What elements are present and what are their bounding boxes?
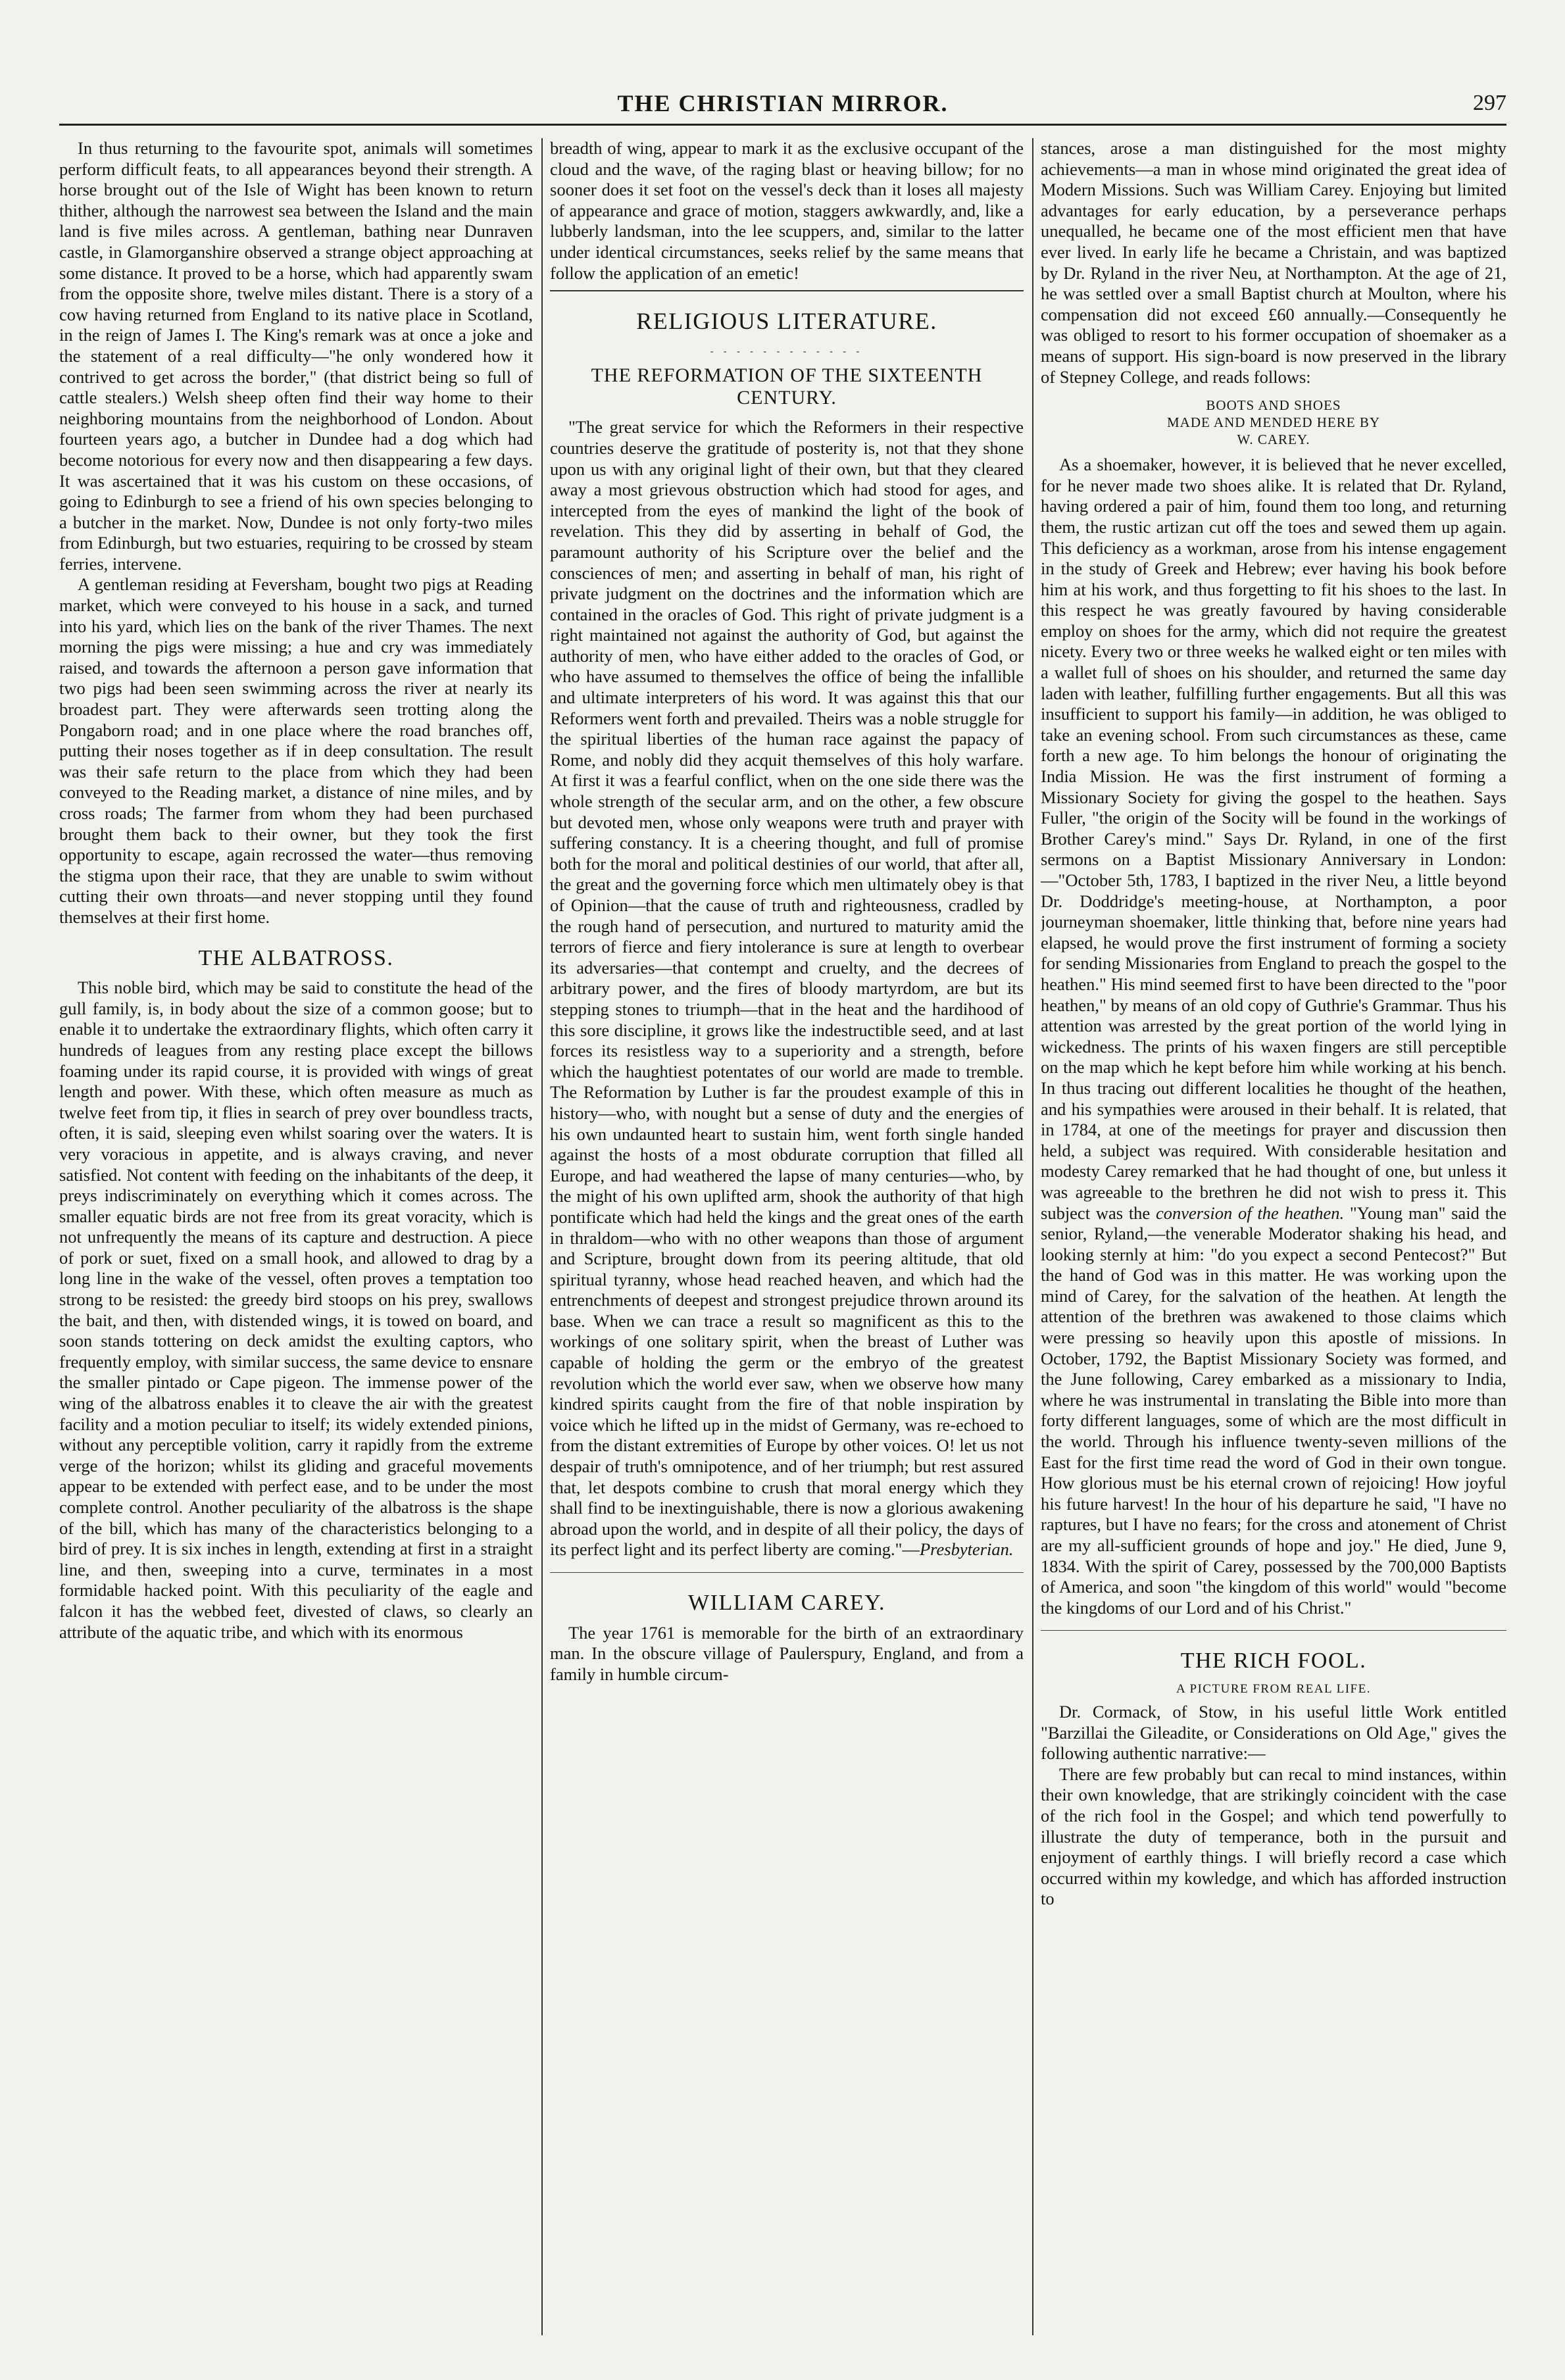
column-3	[1041, 138, 1506, 2348]
heading-ornament: - - - - - - - - - - - -	[710, 346, 864, 357]
article-rule	[1041, 1630, 1506, 1631]
masthead	[59, 86, 1506, 125]
source-credit: Presbyterian.	[919, 1539, 1014, 1560]
paragraph: stances, arose a man distinguished for the most mighty achievements—a man in whose mind originated the great idea of Modern Missions. Such was William Carey. Enjoying but limited advantages for early education, by a perseverance perhaps unequalled, he became one of the most efficient men that have ever lived. In early life he became a Christain, and was baptized by Dr. Ryland in the river Neu, at Northampton. At the age of 21, he was settled over a small Baptist church at Moulton, where his compensation did not exceed £60 annually.—Consequently he was obliged to resort to his former occupation of shoemaker as a means of support. His sign-board is now preserved in the library of Stepney College, and reads follows:	[1041, 138, 1506, 387]
paragraph-text: As a shoemaker, however, it is believed that he never excelled, for he never made two shoes alike. It is related that Dr. Ryland, having ordered a pair of him, found them too long, and returning them, the rustic artizan cut off the toes and sewed them up again. This deficiency as a workman, arose from his intense engagement in the study of Greek and Hebrew; ever having his book before him at his work, and thus forgetting to fit his shoes to the last. In this respect he was greatly favoured by having considerable employ on shoes for the army, which did not require the greatest nicety. Every two or three weeks he walked eight or ten miles with a wallet full of shoes on his shoulder, and returned the same day laden with leather, fulfilling further engagements. But all this was insufficient to support his family—in addition, he was obliged to take an evening school. From such circumstances as these, came forth a new age. To him belongs the honour of originating the India Mission. He was the first instrument of forming a Missionary Society for giving the gospel to the heathen. Says Fuller, "the origin of the Socity will be found in the workings of Brother Carey's mind." Says Dr. Ryland, in one of the first sermons on a Baptist Missionary Anniversary in London:—"October 5th, 1783, I baptized in the river Neu, a little beyond Dr. Doddridge's meeting-house, at Northampton, a poor journeyman shoemaker, little thinking that, before nine years had elapsed, he would prove the first instrument of forming a society for sending Missionaries from England to preach the gospel to the heathen." His mind seemed first to have been directed to the "poor heathen," by means of an old copy of Guthrie's Grammar. Thus his attention was arrested by the great portion of the world lying in wickedness. The prints of his waxen fingers are still perceptible on the map which he kept before him while working at his bench. In thus tracing out different localities he thought of the heathen, and his sympathies were aroused in their behalf. It is related, that in 1784, at one of the meetings for prayer and discussion then held, a subject was required. With considerable hesitation and modesty Carey remarked that he had thought of one, but unless it was agreeable to the brethren he did not wish to press it. This subject was the	[1041, 455, 1506, 1223]
sign-line: BOOTS AND SHOES	[1206, 397, 1341, 414]
paragraph: The year 1761 is memorable for the birth of an extraordinary man. In the obscure village of Paulerspury, England, and from a family in humble circum-	[550, 1622, 1024, 1684]
paragraph	[550, 417, 1024, 1560]
paragraph	[1041, 455, 1506, 1618]
paragraph-text: "The great service for which the Reformers in their respective countries deserve the gratitude of posterity is, not that they shone upon us with any original light of their own, but that they cleared away a most grievous obstruction which had stood for ages, and intercepted from the eyes of mankind the light of the book of revelation. This they did by asserting in behalf of God, the paramount authority of his Scripture over the belief and the consciences of men; and asserting in behalf of man, his right of private judgment on the doctrines and the information which are contained in the oracles of God. This right of private judgment is a right maintained not against the authority of God, but against the authority of men, who have either added to the oracles of God, or who have assumed to themselves the office of being the infallible and ultimate interpreters of his word. It was against this that our Reformers went forth and prevailed. Theirs was a noble struggle for the spiritual liberties of the human race against the papacy of Rome, and nobly did they acquit themselves of this holy warfare. At first it was a fearful conflict, when on the one side there was the whole strength of the secular arm, and on the other, a few obscure but devoted men, whose only weapons were truth and prayer with suffering constancy. It is a cheering thought, and full of promise both for the moral and political destinies of our world, that after all, the great and the governing force which men ultimately obey is that of Opinion—that the cause of truth and righteousness, cradled by the rough hand of persecution, and nurtured to maturity amid the terrors of fierce and fiery intolerance is sure at length to overbear its adversaries—that contempt and cruelty, and the decrees of arbitrary power, and the fires of bloody martyrdom, are but its stepping stones to triumph—that in the heat and the hardihood of this sore discipline, it grows like the indestructible seed, and at last forces its resistless way to a superiority and a strength, before which the haughtiest potentates of our world are made to tremble. The Reformation by Luther is far the proudest example of this in history—who, with nought but a sense of duty and the energies of his own undaunted heart to sustain him, went forth single handed against the hosts of a most obdurate corruption that filled all Europe, and had weathered the lapse of many centuries—who, by the might of his own uplifted arm, shook the authority of that high pontificate which had held the kings and the great ones of the earth in thraldom—who with no other weapons than those of argument and Scripture, brought down from its peering altitude, that old spiritual tyranny, whose head reached heaven, and which had the entrenchments of deepest and strongest prejudice thrown around its base. When we can trace a result so magnificent as this to the workings of one solitary spirit, when the breast of Luther was capable of holding the germ or the embryo of the greatest revolution which the world ever saw, when we observe how many kindred spirits caught from the fire of that noble inspiration by voice which he lifted up in the midst of Germany, was re-echoed to from the distant extremities of Europe by other voices. O! let us not despair of truth's omnipotence, and of her triumph; but rest assured that, let despots combine to crush that moral energy which they shall find to be inextinguishable, there is now a glorious awakening abroad upon the world, and in despite of all their policy, the days of its perfect light and its perfect liberty are coming."—	[550, 417, 1024, 1560]
article-heading-carey: WILLIAM CAREY.	[688, 1591, 885, 1615]
paragraph: breadth of wing, appear to mark it as the exclusive occupant of the cloud and the wave, of the raging blast or heaving billow; for no sooner does it set foot on the vessel's deck than it loses all majesty of appearance and grace of motion, staggers awkwardly, and, like a lubberly landsman, into the lee scuppers, and, similar to the latter under identical circumstances, seeks relief by the same means that follow the application of an emetic!	[550, 138, 1024, 283]
article-heading-albatross: THE ALBATROSS.	[198, 945, 394, 970]
section-heading: RELIGIOUS LITERATURE.	[636, 308, 937, 335]
column-divider-1	[541, 138, 543, 2335]
article-heading-reformation: THE REFORMATION OF THE SIXTEENTH CENTURY.	[591, 364, 983, 409]
column-1	[59, 138, 533, 2348]
section-rule	[550, 290, 1024, 291]
paragraph: This noble bird, which may be said to constitute the head of the gull family, is, in body about the size of a common goose; but to enable it to undertake the extraordinary flights, which often carry it hundreds of leagues from any resting place except the billows foaming under its rapid course, it is provided with wings of great length and power. With these, which often measure as much as twelve feet from tip, it flies in search of prey over boundless tracts, often, it is said, sleeping even whilst soaring over the waters. It is very voracious in appetite, and is always craving, and never satisfied. Not content with feeding on the inhabitants of the deep, it preys indiscriminately on everything which it comes across. The smaller equatic birds are not free from its great voracity, which is not unfrequently the means of its capture and destruction. A piece of pork or suet, fixed on a small hook, and allowed to drag by a long line in the wake of the vessel, often proves a temptation too strong to be resisted: the greedy bird stoops on his prey, swallows the bait, and then, with distended wings, it is towed on board, and soon stands tottering on deck amidst the exulting captors, who frequently employ, with similar success, the same device to ensnare the smaller pintado or Cape pigeon. The immense power of the wing of the albatross enables it to cleave the air with the greatest facility and a motion peculiar to itself; its widely extended pinions, without any perceptible volition, carry it rapidly from the extreme verge of the horizon; whilst its gliding and graceful movements appear to be extended with perfect ease, and to be under the most complete control. Another peculiarity of the albatross is the shape of the bill, which has many of the characteristics belonging to a bird of prey. It is six inches in length, extending at first in a straight line, and then, sweeping into a curve, terminates in a most formidable hacked point. With this peculiarity of the eagle and falcon it has the webbed feet, divested of claws, so clearly an attribute of the aquatic tribe, and which with its enormous	[59, 978, 533, 1642]
sign-board-text	[1041, 397, 1506, 448]
article-rule	[550, 1572, 1024, 1573]
italic-phrase: conversion of the heathen.	[1155, 1202, 1345, 1223]
page-title: THE CHRISTIAN MIRROR.	[617, 90, 949, 116]
paragraph: Dr. Cormack, of Stow, in his useful little Work entitled "Barzillai the Gileadite, or Considerations on Old Age," gives the following authentic narrative:—	[1041, 1701, 1506, 1764]
article-heading-rich-fool: THE RICH FOOL.	[1180, 1649, 1367, 1673]
column-divider-2	[1032, 138, 1033, 2335]
paragraph: There are few probably but can recal to mind instances, within their own knowledge, that are strikingly coincident with the case of the rich fool in the Gospel; and which tend powerfully to illustrate the duty of temperance, both in the pursuit and enjoyment of earthly things. I will briefly record a case which occurred within my kowledge, and which has afforded instruction to	[1041, 1764, 1506, 1909]
paragraph-text: "Young man" said the senior, Ryland,—the venerable Moderator shaking his head, and looking sternly at him: "do you expect a second Pentecost?" But the hand of God was in this matter. He was working upon the mind of Carey, for the salvation of the heathen. At length the attention of the brethren was awakened to those claims which were pressing so heavily upon this apostle of missions. In October, 1792, the Baptist Missionary Society was formed, and the June following, Carey embarked as a missionary to India, where he was instrumental in translating the Bible into more than forty different languages, some of which are the most difficult in the world. Through his influence twenty-seven millions of the East for the first time read the word of God in their own tongue. How glorious must be his eternal crown of rejoicing! How joyful his future harvest! In the hour of his departure he said, "I have no raptures, but I have no fears; for the cross and atonement of Christ are my all-sufficient grounds of hope and joy." He died, June 9, 1834. With the spirit of Carey, possessed by the 700,000 Baptists of America, and soon "the kingdom of this world" would "become the kingdoms of our Lord and of his Christ."	[1041, 1202, 1506, 1618]
paragraph: A gentleman residing at Feversham, bought two pigs at Reading market, which were conveyed to his house in a sack, and turned into his yard, which lies on the bank of the river Thames. The next morning the pigs were missing; a hue and cry was immediately raised, and towards the afternoon a person gave information that two pigs had been seen swimming across the river at nearly its broadest part. They were afterwards seen trotting along the Pongaborn road; and in one place where the road branches off, putting their noses together as if in deep consultation. The result was their safe return to the place from which they had been conveyed to the Reading market, a distance of nine miles, and by cross roads; The farmer from whom they had been purchased brought them back to their owner, but they took the first opportunity to escape, again recrossed the water—thus removing the stigma upon their race, that they are unable to swim without cutting their own throats—and never stopping until they found themselves at their first home.	[59, 574, 533, 927]
page-number: 297	[1473, 91, 1506, 115]
sign-line: MADE AND MENDED HERE BY	[1167, 414, 1380, 431]
masthead-rule	[59, 124, 1506, 126]
sign-line: W. CAREY.	[1237, 432, 1310, 448]
column-2	[550, 138, 1024, 2348]
paragraph: In thus returning to the favourite spot, animals will sometimes perform difficult feats, to all appearances beyond their strength. A horse brought out of the Isle of Wight has been known to return thither, although the narrowest sea between the Island and the main land is five miles across. A gentleman, bathing near Dunraven castle, in Glamorganshire observed a strange object approaching at some distance. It proved to be a horse, which had apparently swam from the opposite shore, twelve miles distant. There is a story of a cow having returned from England to its native place in Scotland, in the reign of James I. The King's remark was at once a joke and the statement of a real difficulty—"he only wondered how it contrived to get across the border," (that district being so full of cattle stealers.) Welsh sheep often find their way home to their neighboring mountains from the neighborhood of London. About fourteen years ago, a butcher in Dundee had a dog which had become notorious for every now and then disappearing a few days. It was ascertained that it was his custom on these occasions, of going to Edinburgh to see a friend of his own species belonging to a butcher in the market. Now, Dundee is not only forty-two miles from Edinburgh, but two estuaries, requiring to be crossed by steam ferries, intervene.	[59, 138, 533, 574]
article-subheading: A PICTURE FROM REAL LIFE.	[1176, 1681, 1371, 1696]
